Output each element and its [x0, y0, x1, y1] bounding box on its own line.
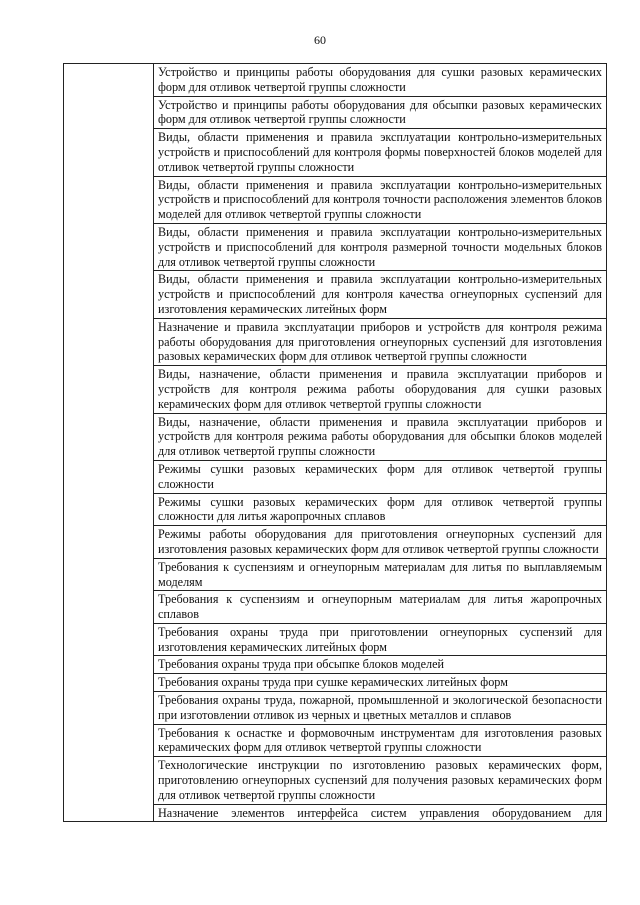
requirement-cell: Виды, назначение, области применения и правила эксплуатации приборов и устройств для контроля режима работы оборудования для сушки разовых керамических форм для отливок четвертой группы сложности: [154, 366, 607, 413]
requirement-cell: Технологические инструкции по изготовлению разовых керамических форм, приготовлению огнеупорных суспензий для получения разовых керамических форм для отливок четвертой группы сложности: [154, 757, 607, 804]
requirement-cell: Виды, назначение, области применения и правила эксплуатации приборов и устройств для контроля режима работы оборудования для обсыпки блоков моделей для отливок четвертой группы сложности: [154, 413, 607, 460]
requirement-cell: Режимы работы оборудования для приготовления огнеупорных суспензий для изготовления разовых керамических форм для отливок четвертой группы сложности: [154, 526, 607, 559]
requirement-cell: Виды, области применения и правила эксплуатации контрольно-измерительных устройств и приспособлений для контроля точности расположения элементов блоков моделей для отливок четвертой группы сложности: [154, 176, 607, 223]
requirement-cell: Устройство и принципы работы оборудования для сушки разовых керамических форм для отливок четвертой группы сложности: [154, 64, 607, 97]
requirement-cell: Назначение и правила эксплуатации приборов и устройств для контроля режима работы оборудования для приготовления огнеупорных суспензий для изготовления разовых керамических форм для отливок четвертой группы сложности: [154, 318, 607, 365]
requirement-cell: Назначение элементов интерфейса систем управления оборудованием для: [154, 804, 607, 822]
requirement-cell: Требования к суспензиям и огнеупорным материалам для литья жаропрочных сплавов: [154, 591, 607, 624]
requirement-cell: Виды, области применения и правила эксплуатации контрольно-измерительных устройств и приспособлений для контроля качества огнеупорных суспензий для изготовления керамических литейных форм: [154, 271, 607, 318]
requirement-cell: Виды, области применения и правила эксплуатации контрольно-измерительных устройств и приспособлений для контроля формы поверхностей блоков моделей для отливок четвертой группы сложности: [154, 129, 607, 176]
table-body: [64, 64, 607, 822]
requirement-cell: Требования охраны труда, пожарной, промышленной и экологической безопасности при изготовлении отливок из черных и цветных металлов и сплавов: [154, 692, 607, 725]
requirement-cell: Виды, области применения и правила эксплуатации контрольно-измерительных устройств и приспособлений для контроля размерной точности модельных блоков для отливок четвертой группы сложности: [154, 223, 607, 270]
requirement-cell: Устройство и принципы работы оборудования для обсыпки разовых керамических форм для отливок четвертой группы сложности: [154, 96, 607, 129]
requirement-cell: Режимы сушки разовых керамических форм для отливок четвертой группы сложности для литья жаропрочных сплавов: [154, 493, 607, 526]
requirement-cell: Требования к суспензиям и огнеупорным материалам для литья по выплавляемым моделям: [154, 558, 607, 591]
requirement-cell: Требования к оснастке и формовочным инструментам для изготовления разовых керамических форм для отливок четвертой группы сложности: [154, 724, 607, 757]
page-number: 60: [314, 33, 326, 47]
empty-left-cell: [64, 64, 154, 822]
knowledge-table: [63, 63, 607, 822]
requirement-cell: Требования охраны труда при обсыпке блоков моделей: [154, 656, 607, 674]
requirement-cell: Режимы сушки разовых керамических форм для отливок четвертой группы сложности: [154, 460, 607, 493]
requirement-cell: Требования охраны труда при сушке керамических литейных форм: [154, 674, 607, 692]
requirement-cell: Требования охраны труда при приготовлении огнеупорных суспензий для изготовления керамических литейных форм: [154, 623, 607, 656]
table-row: [64, 64, 607, 97]
requirements-table: [63, 63, 607, 822]
